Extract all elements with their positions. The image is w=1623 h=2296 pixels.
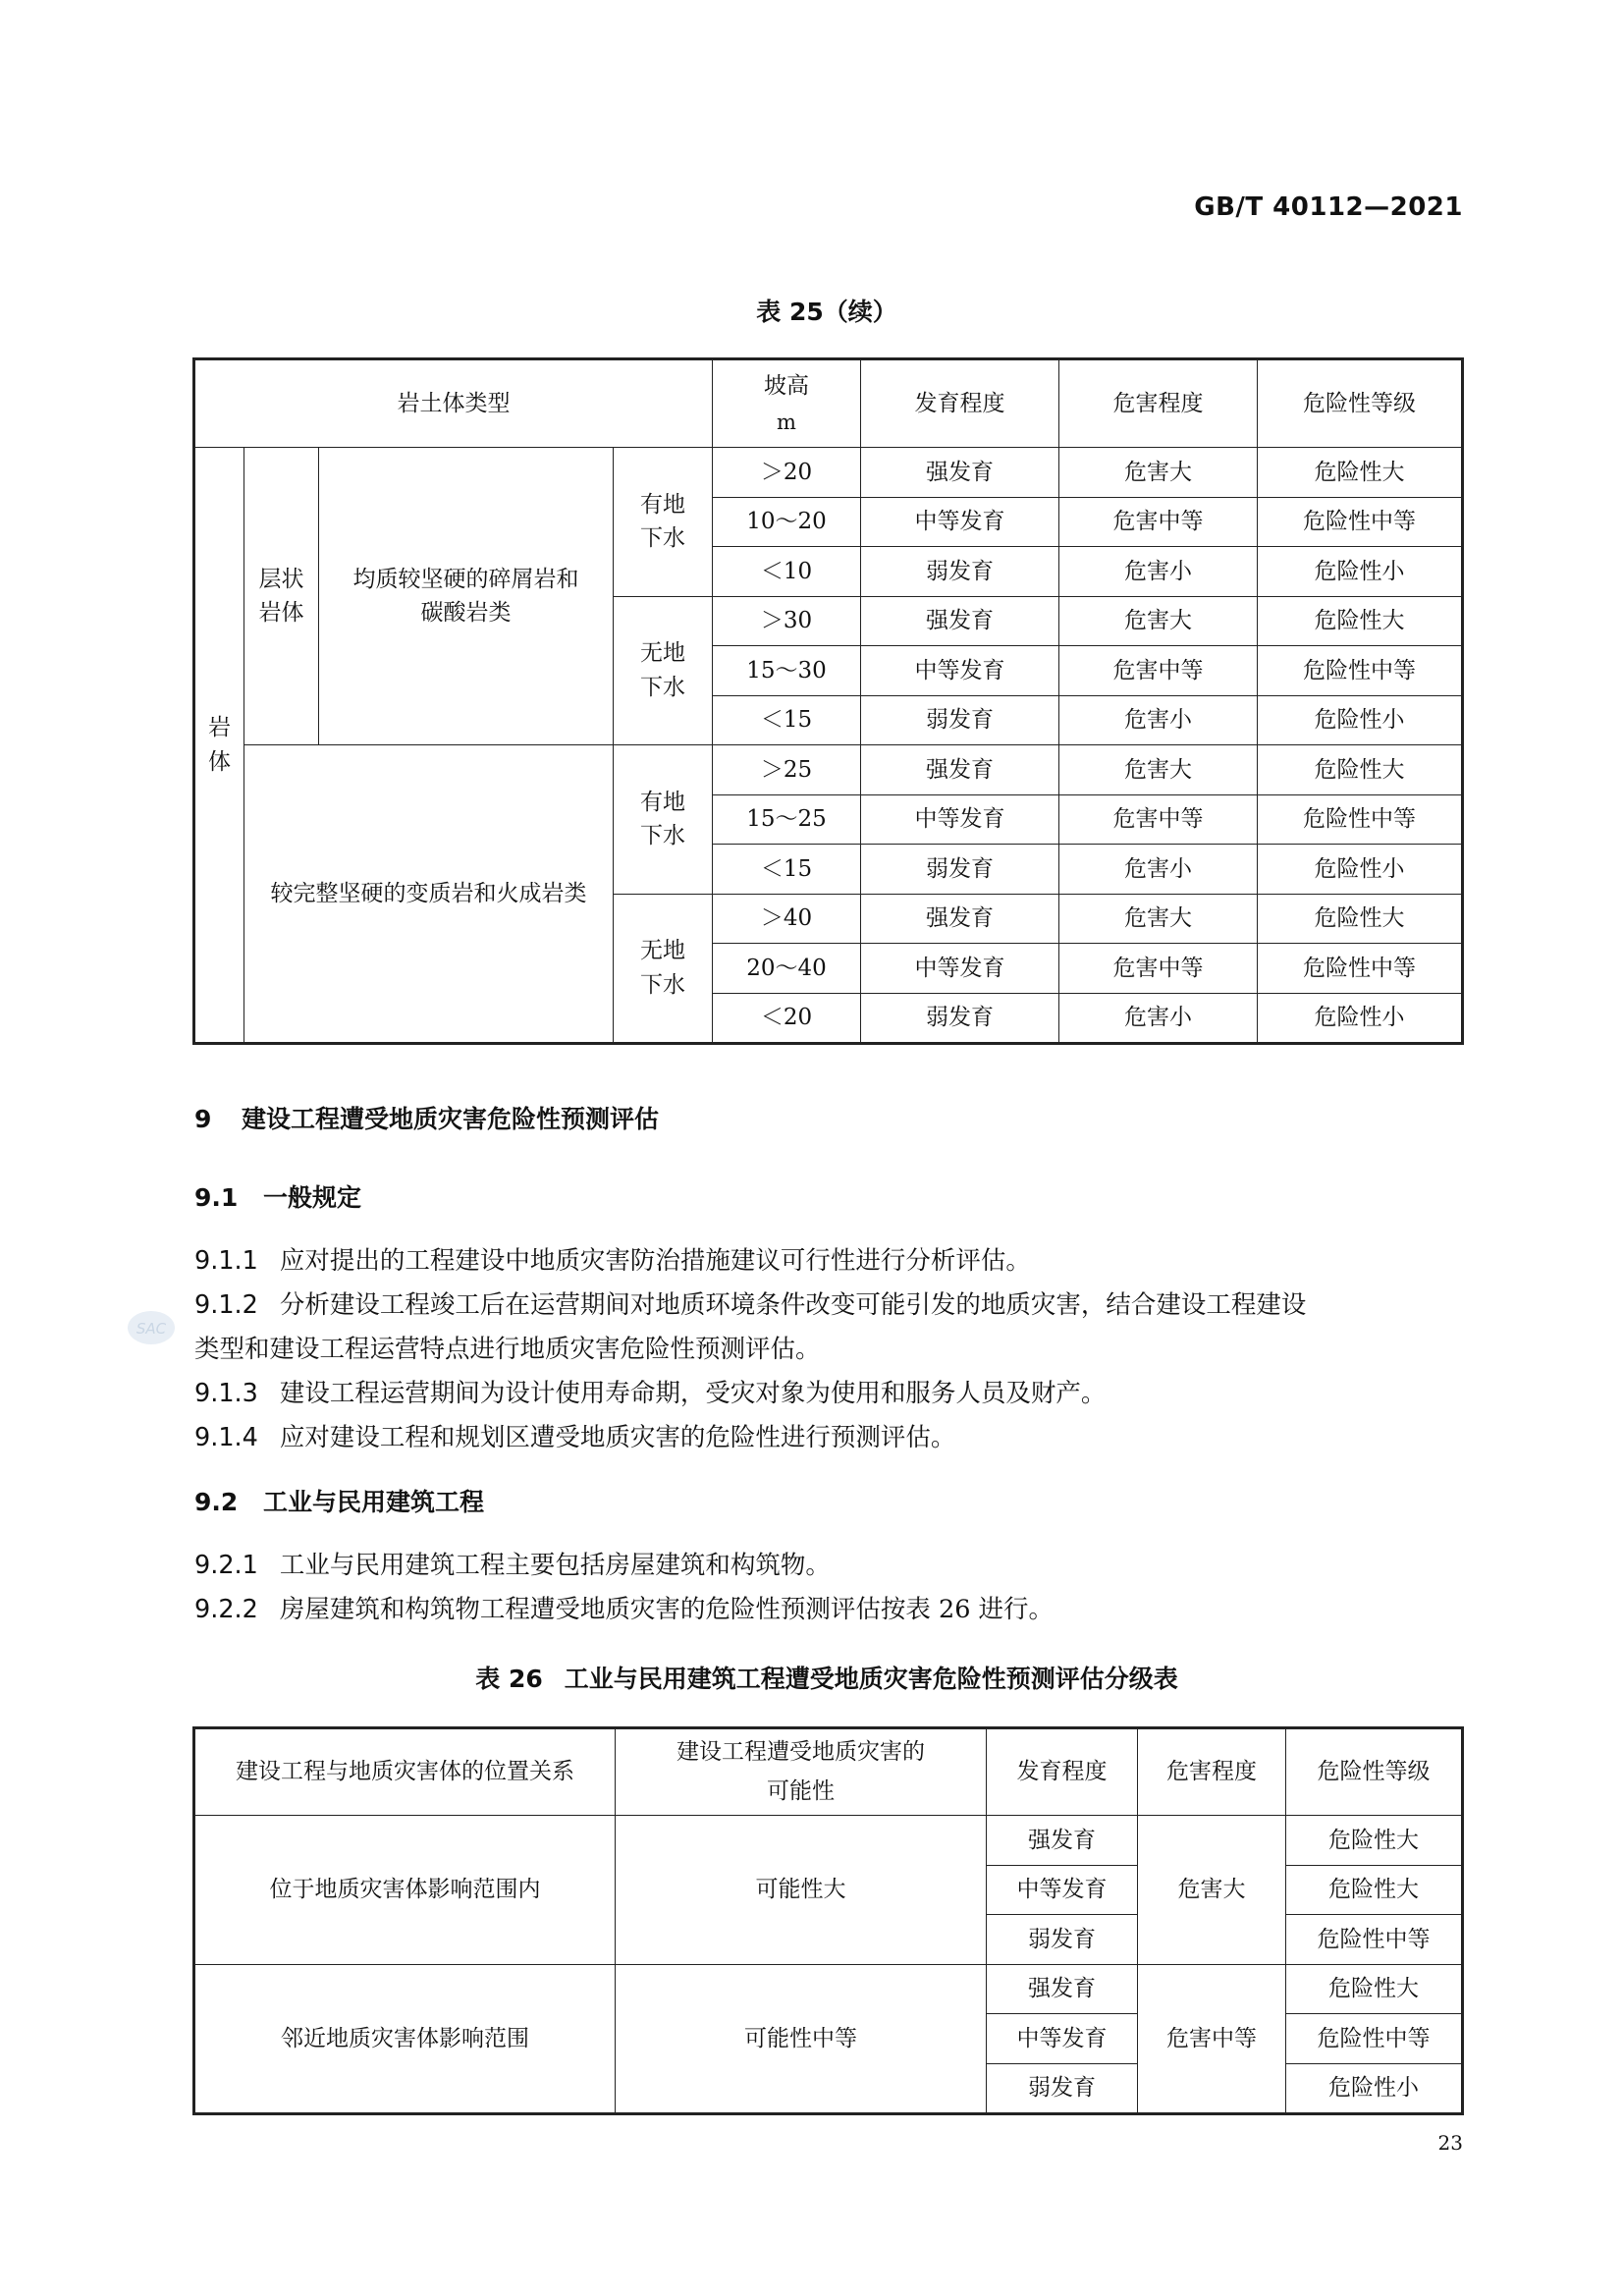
position-relation: 邻近地质灾害体影响范围	[195, 1964, 616, 2113]
header-harm-degree: 危害程度	[1059, 360, 1258, 448]
clause-number: 9.2.1	[194, 1551, 258, 1580]
table-26-number: 表 26	[475, 1665, 543, 1693]
table-25	[194, 359, 1462, 1043]
clause-9-2-2	[194, 1588, 1461, 1632]
harm-value: 危害小	[1059, 695, 1258, 745]
development-value: 中等发育	[861, 646, 1059, 696]
table-row	[195, 1816, 1462, 1866]
harm-value: 危害中等	[1059, 944, 1258, 994]
header-slope-height	[713, 360, 861, 448]
header-harm-degree: 危害程度	[1138, 1729, 1286, 1816]
slope-height-value: ＜10	[713, 547, 861, 597]
slope-height-value: 15～25	[713, 794, 861, 845]
harm-value: 危害小	[1059, 547, 1258, 597]
development-value: 强发育	[861, 596, 1059, 646]
section-9-2-heading	[194, 1483, 484, 1518]
harm-value: 危害中等	[1059, 794, 1258, 845]
header-rock-soil-type: 岩土体类型	[195, 360, 713, 448]
risk-value: 危险性中等	[1258, 497, 1462, 547]
table-row	[195, 448, 1462, 498]
header-risk-level: 危险性等级	[1258, 360, 1462, 448]
development-value: 弱发育	[861, 547, 1059, 597]
table-26	[194, 1728, 1462, 2113]
development-value: 中等发育	[987, 2014, 1138, 2064]
development-value: 中等发育	[861, 944, 1059, 994]
slope-height-unit: m	[777, 410, 796, 434]
subsection-title: 一般规定	[263, 1183, 362, 1212]
slope-height-value: ＞30	[713, 596, 861, 646]
risk-value: 危险性小	[1258, 547, 1462, 597]
clause-text-continued: 类型和建设工程运营特点进行地质灾害危险性预测评估。	[194, 1335, 821, 1364]
svg-text:SAC: SAC	[135, 1320, 167, 1338]
development-value: 强发育	[861, 745, 1059, 795]
risk-value: 危险性中等	[1286, 1915, 1462, 1965]
risk-value: 危险性大	[1286, 1964, 1462, 2014]
groundwater-absent: 无地下水	[614, 596, 713, 745]
section-number: 9	[194, 1105, 212, 1133]
possibility-value: 可能性中等	[616, 1964, 987, 2113]
risk-value: 危险性中等	[1258, 794, 1462, 845]
table-row	[195, 745, 1462, 795]
risk-value: 危险性中等	[1286, 2014, 1462, 2064]
slope-height-value: ＞40	[713, 894, 861, 944]
development-value: 弱发育	[861, 695, 1059, 745]
header-position-relation: 建设工程与地质灾害体的位置关系	[195, 1729, 616, 1816]
development-value: 强发育	[861, 894, 1059, 944]
subsection-number: 9.1	[194, 1183, 239, 1212]
section-9-1-heading	[194, 1178, 361, 1214]
clause-text: 建设工程运营期间为设计使用寿命期，受灾对象为使用和服务人员及财产。	[279, 1379, 1107, 1408]
groundwater-present: 有地下水	[614, 745, 713, 895]
standard-number: GB/T 40112—2021	[1194, 192, 1463, 222]
clause-9-2-1	[194, 1544, 1461, 1588]
table-26-header-row	[195, 1729, 1462, 1816]
risk-value: 危险性大	[1258, 448, 1462, 498]
risk-value: 危险性大	[1258, 596, 1462, 646]
slope-height-value: 10～20	[713, 497, 861, 547]
slope-height-value: ＞25	[713, 745, 861, 795]
possibility-value: 可能性大	[616, 1816, 987, 1965]
layered-rock-label: 层状岩体	[244, 448, 319, 745]
header-possibility	[616, 1729, 987, 1816]
harm-value: 危害大	[1059, 894, 1258, 944]
rock-mass-category: 岩体	[195, 448, 244, 1043]
clause-text: 房屋建筑和构筑物工程遭受地质灾害的危险性预测评估按表 26 进行。	[279, 1595, 1055, 1624]
complete-rock-description: 较完整坚硬的变质岩和火成岩类	[244, 745, 614, 1043]
risk-value: 危险性大	[1286, 1816, 1462, 1866]
header-risk-level: 危险性等级	[1286, 1729, 1462, 1816]
risk-value: 危险性大	[1286, 1865, 1462, 1915]
harm-value: 危害中等	[1059, 646, 1258, 696]
development-value: 弱发育	[987, 2063, 1138, 2113]
clause-number: 9.1.3	[194, 1379, 258, 1408]
risk-value: 危险性小	[1258, 993, 1462, 1043]
section-9-heading	[194, 1100, 659, 1135]
header-development-degree: 发育程度	[861, 360, 1059, 448]
risk-value: 危险性大	[1258, 745, 1462, 795]
harm-value: 危害大	[1059, 745, 1258, 795]
risk-value: 危险性小	[1258, 845, 1462, 895]
clause-number: 9.2.2	[194, 1595, 258, 1624]
development-value: 中等发育	[861, 794, 1059, 845]
development-value: 弱发育	[861, 845, 1059, 895]
harm-value: 危害中等	[1059, 497, 1258, 547]
table-25-header-row	[195, 360, 1462, 448]
risk-value: 危险性大	[1258, 894, 1462, 944]
section-title: 建设工程遭受地质灾害危险性预测评估	[242, 1105, 660, 1133]
slope-height-value: 15～30	[713, 646, 861, 696]
clause-text: 分析建设工程竣工后在运营期间对地质环境条件改变可能引发的地质灾害，结合建设工程建设	[279, 1290, 1307, 1320]
slope-height-label: 坡高	[764, 372, 809, 399]
clause-9-1-4	[194, 1416, 1461, 1460]
page-number: 23	[1437, 2131, 1463, 2155]
development-value: 强发育	[987, 1964, 1138, 2014]
risk-value: 危险性中等	[1258, 944, 1462, 994]
development-value: 弱发育	[861, 993, 1059, 1043]
clause-number: 9.1.4	[194, 1423, 258, 1452]
risk-value: 危险性小	[1286, 2063, 1462, 2113]
clause-9-1-3	[194, 1372, 1461, 1416]
development-value: 中等发育	[987, 1865, 1138, 1915]
header-development-degree: 发育程度	[987, 1729, 1138, 1816]
position-relation: 位于地质灾害体影响范围内	[195, 1816, 616, 1965]
header-possibility-line1: 建设工程遭受地质灾害的	[676, 1739, 925, 1766]
table-26-title: 工业与民用建筑工程遭受地质灾害危险性预测评估分级表	[564, 1665, 1178, 1693]
slope-height-value: ＞20	[713, 448, 861, 498]
clause-9-1-1	[194, 1239, 1461, 1284]
clause-number: 9.1.2	[194, 1290, 258, 1320]
subsection-title: 工业与民用建筑工程	[263, 1488, 485, 1516]
layered-rock-description: 均质较坚硬的碎屑岩和碳酸岩类	[319, 448, 614, 745]
clause-text: 应对建设工程和规划区遭受地质灾害的危险性进行预测评估。	[279, 1423, 956, 1452]
development-value: 强发育	[861, 448, 1059, 498]
groundwater-absent: 无地下水	[614, 894, 713, 1043]
harm-value: 危害大	[1059, 448, 1258, 498]
groundwater-present: 有地下水	[614, 448, 713, 597]
risk-value: 危险性中等	[1258, 646, 1462, 696]
development-value: 中等发育	[861, 497, 1059, 547]
slope-height-value: 20～40	[713, 944, 861, 994]
table-26-caption	[194, 1660, 1459, 1695]
slope-height-value: ＜15	[713, 695, 861, 745]
header-possibility-line2: 可能性	[767, 1777, 835, 1804]
harm-value: 危害小	[1059, 845, 1258, 895]
sac-watermark-logo	[126, 1308, 177, 1347]
harm-value: 危害大	[1138, 1816, 1286, 1965]
development-value: 强发育	[987, 1816, 1138, 1866]
clause-text: 应对提出的工程建设中地质灾害防治措施建议可行性进行分析评估。	[279, 1246, 1031, 1276]
slope-height-value: ＜15	[713, 845, 861, 895]
risk-value: 危险性小	[1258, 695, 1462, 745]
harm-value: 危害小	[1059, 993, 1258, 1043]
subsection-number: 9.2	[194, 1488, 239, 1516]
clause-text: 工业与民用建筑工程主要包括房屋建筑和构筑物。	[279, 1551, 831, 1580]
table-row	[195, 1964, 1462, 2014]
clause-number: 9.1.1	[194, 1246, 258, 1276]
harm-value: 危害大	[1059, 596, 1258, 646]
development-value: 弱发育	[987, 1915, 1138, 1965]
clause-9-1-2	[194, 1284, 1461, 1372]
harm-value: 危害中等	[1138, 1964, 1286, 2113]
slope-height-value: ＜20	[713, 993, 861, 1043]
table-25-caption: 表 25（续）	[756, 298, 897, 326]
